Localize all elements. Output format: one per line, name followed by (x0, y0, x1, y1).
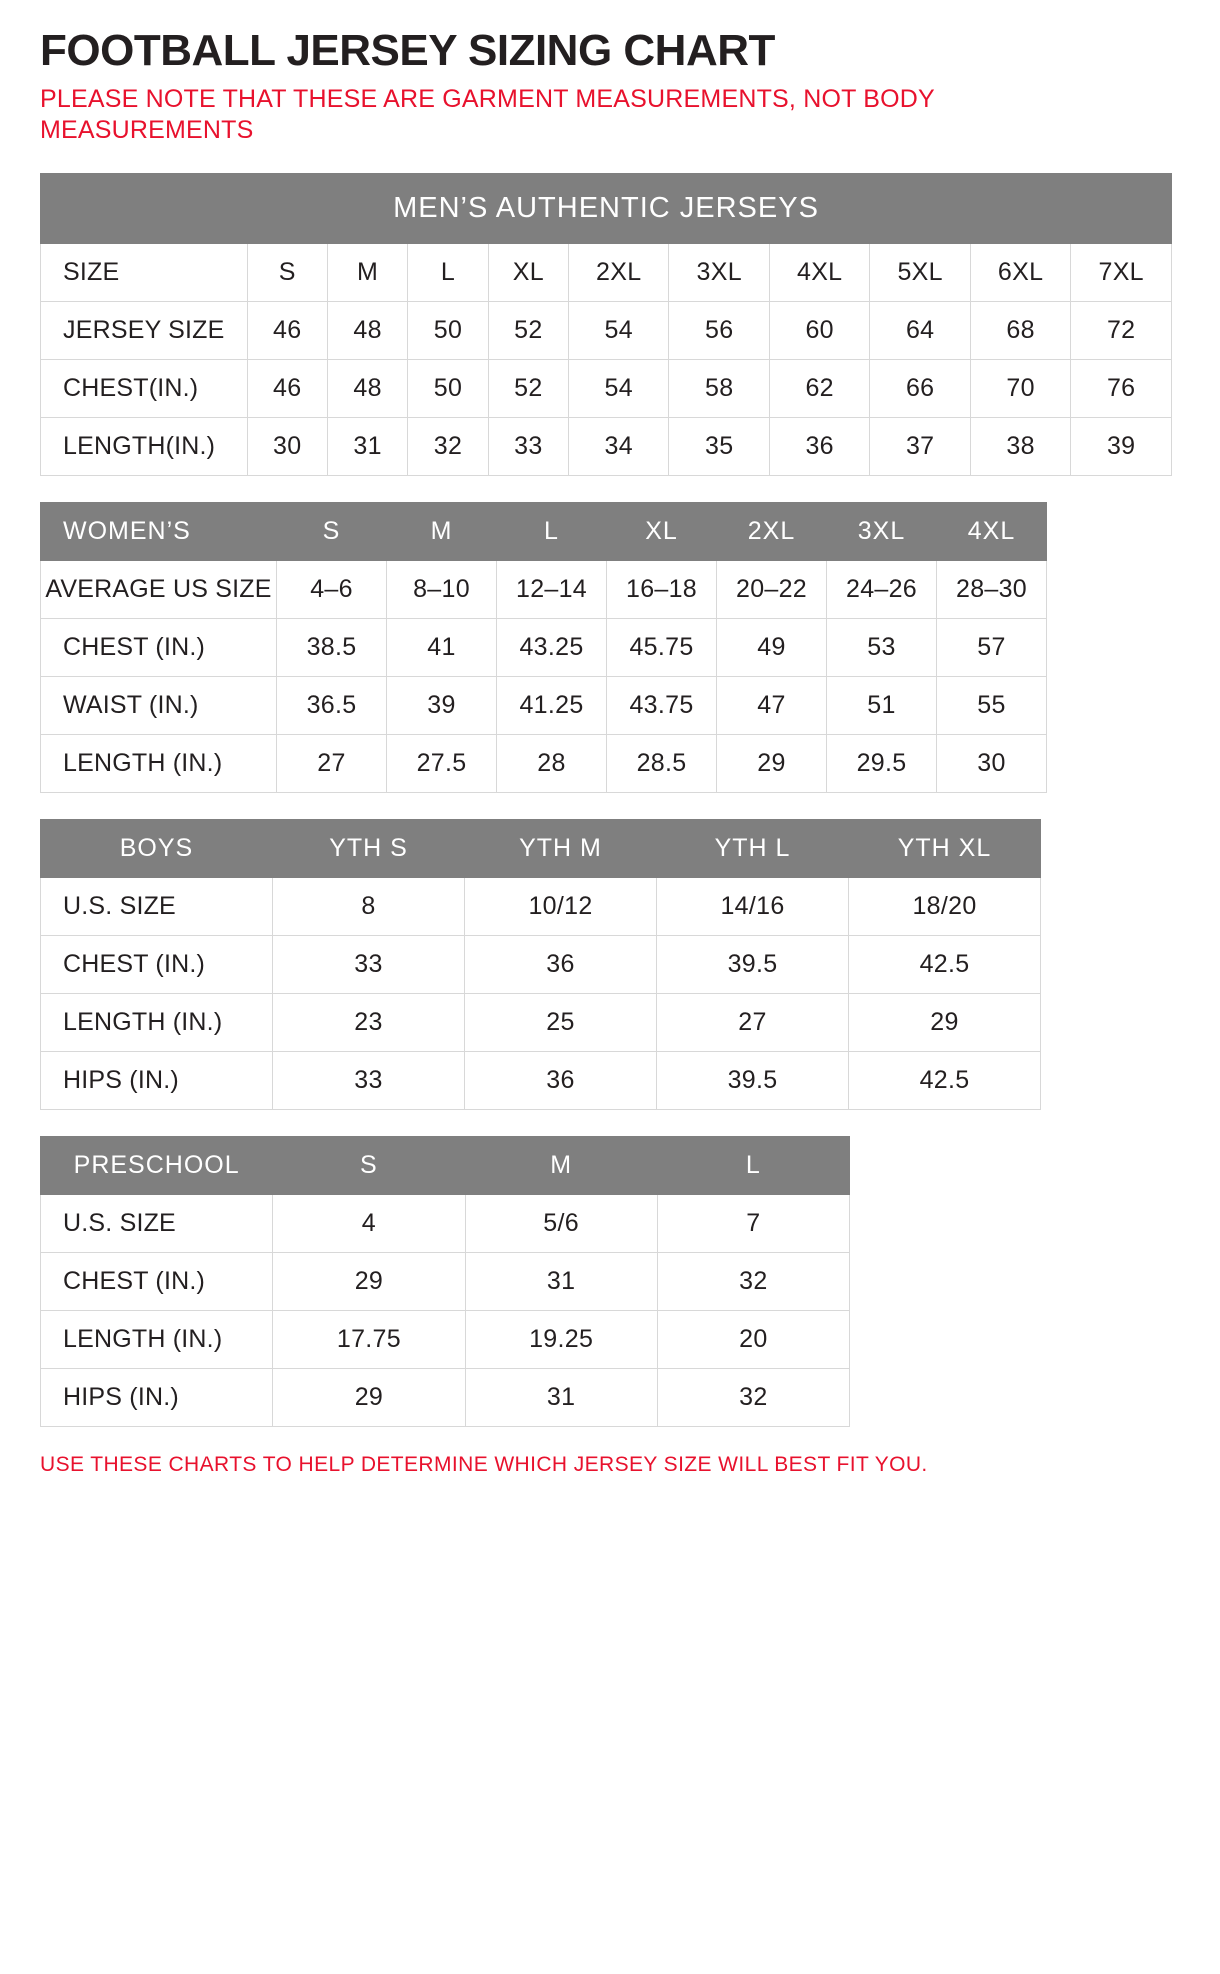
table-header-row (41, 502, 1047, 560)
cell: 24–26 (827, 560, 937, 618)
cell: 52 (488, 301, 568, 359)
cell: 56 (669, 301, 769, 359)
table-row (41, 935, 1041, 993)
cell: 33 (273, 935, 465, 993)
row-label: U.S. SIZE (41, 1194, 273, 1252)
womens-jerseys-table (40, 502, 1047, 793)
cell: 41 (387, 618, 497, 676)
boys-header-label: BOYS (41, 819, 273, 877)
table-row (41, 1310, 850, 1368)
cell: 10/12 (465, 877, 657, 935)
cell: 7XL (1071, 243, 1172, 301)
cell: 29 (717, 734, 827, 792)
cell: 4–6 (277, 560, 387, 618)
row-label: CHEST (IN.) (41, 1252, 273, 1310)
cell: 7 (657, 1194, 849, 1252)
cell: 36.5 (277, 676, 387, 734)
cell: 5XL (870, 243, 970, 301)
column-header: YTH XL (849, 819, 1041, 877)
cell: 43.75 (607, 676, 717, 734)
column-header: YTH L (657, 819, 849, 877)
cell: 72 (1071, 301, 1172, 359)
preschool-jerseys-table (40, 1136, 850, 1427)
page-subtitle: PLEASE NOTE THAT THESE ARE GARMENT MEASUREMENTS, NOT BODY MEASUREMENTS (40, 85, 935, 145)
cell: L (408, 243, 488, 301)
cell: 29 (273, 1368, 465, 1426)
cell: 31 (327, 417, 407, 475)
table-row (41, 1051, 1041, 1109)
cell: 68 (970, 301, 1070, 359)
cell: 39 (387, 676, 497, 734)
cell: 28–30 (937, 560, 1047, 618)
table-row (41, 993, 1041, 1051)
row-label: AVERAGE US SIZE (41, 560, 277, 618)
table-header-row (41, 1136, 850, 1194)
cell: 53 (827, 618, 937, 676)
cell: 31 (465, 1368, 657, 1426)
row-label: SIZE (41, 243, 248, 301)
table-row (41, 359, 1172, 417)
cell: 27.5 (387, 734, 497, 792)
cell: 49 (717, 618, 827, 676)
cell: 5/6 (465, 1194, 657, 1252)
table-row (41, 877, 1041, 935)
cell: 46 (247, 359, 327, 417)
table-row (41, 676, 1047, 734)
womens-header-label: WOMEN’S (41, 502, 277, 560)
preschool-header-label: PRESCHOOL (41, 1136, 273, 1194)
cell: 35 (669, 417, 769, 475)
column-header: M (465, 1136, 657, 1194)
table-row (41, 560, 1047, 618)
row-label: HIPS (IN.) (41, 1368, 273, 1426)
cell: 32 (657, 1252, 849, 1310)
cell: 50 (408, 301, 488, 359)
cell: 30 (937, 734, 1047, 792)
cell: 23 (273, 993, 465, 1051)
cell: 55 (937, 676, 1047, 734)
table-row (41, 618, 1047, 676)
cell: S (247, 243, 327, 301)
row-label: LENGTH(IN.) (41, 417, 248, 475)
cell: XL (488, 243, 568, 301)
cell: 29.5 (827, 734, 937, 792)
column-header: M (387, 502, 497, 560)
cell: 39 (1071, 417, 1172, 475)
column-header: 4XL (937, 502, 1047, 560)
table-row (41, 243, 1172, 301)
column-header: XL (607, 502, 717, 560)
cell: 54 (569, 359, 669, 417)
cell: 34 (569, 417, 669, 475)
cell: 28.5 (607, 734, 717, 792)
row-label: U.S. SIZE (41, 877, 273, 935)
cell: 47 (717, 676, 827, 734)
cell: 12–14 (497, 560, 607, 618)
cell: 27 (277, 734, 387, 792)
cell: 42.5 (849, 1051, 1041, 1109)
cell: 76 (1071, 359, 1172, 417)
table-header-row (41, 819, 1041, 877)
cell: 16–18 (607, 560, 717, 618)
cell: 3XL (669, 243, 769, 301)
cell: 45.75 (607, 618, 717, 676)
cell: 58 (669, 359, 769, 417)
table-row (41, 1252, 850, 1310)
cell: 46 (247, 301, 327, 359)
cell: 4 (273, 1194, 465, 1252)
mens-band-label: MEN’S AUTHENTIC JERSEYS (41, 173, 1172, 243)
cell: 18/20 (849, 877, 1041, 935)
cell: 19.25 (465, 1310, 657, 1368)
cell: 36 (465, 1051, 657, 1109)
page-footnote: USE THESE CHARTS TO HELP DETERMINE WHICH JERSEY SIZE WILL BEST FIT YOU. (40, 1452, 928, 1476)
cell: 20–22 (717, 560, 827, 618)
cell: 38.5 (277, 618, 387, 676)
row-label: CHEST(IN.) (41, 359, 248, 417)
cell: 39.5 (657, 935, 849, 993)
cell: 54 (569, 301, 669, 359)
row-label: LENGTH (IN.) (41, 993, 273, 1051)
row-label: LENGTH (IN.) (41, 1310, 273, 1368)
column-header: 2XL (717, 502, 827, 560)
cell: 62 (769, 359, 869, 417)
cell: 8 (273, 877, 465, 935)
row-label: LENGTH (IN.) (41, 734, 277, 792)
cell: 25 (465, 993, 657, 1051)
cell: 43.25 (497, 618, 607, 676)
boys-jerseys-table (40, 819, 1041, 1110)
cell: 41.25 (497, 676, 607, 734)
cell: 17.75 (273, 1310, 465, 1368)
cell: 48 (327, 359, 407, 417)
cell: 37 (870, 417, 970, 475)
table-row (41, 1368, 850, 1426)
row-label: JERSEY SIZE (41, 301, 248, 359)
cell: 29 (273, 1252, 465, 1310)
cell: 8–10 (387, 560, 497, 618)
cell: 31 (465, 1252, 657, 1310)
column-header: YTH S (273, 819, 465, 877)
row-label: CHEST (IN.) (41, 618, 277, 676)
cell: 4XL (769, 243, 869, 301)
cell: M (327, 243, 407, 301)
cell: 29 (849, 993, 1041, 1051)
cell: 20 (657, 1310, 849, 1368)
row-label: WAIST (IN.) (41, 676, 277, 734)
cell: 14/16 (657, 877, 849, 935)
cell: 38 (970, 417, 1070, 475)
table-band-row (41, 173, 1172, 243)
table-row (41, 1194, 850, 1252)
cell: 39.5 (657, 1051, 849, 1109)
column-header: S (273, 1136, 465, 1194)
cell: 57 (937, 618, 1047, 676)
cell: 36 (465, 935, 657, 993)
page-title: FOOTBALL JERSEY SIZING CHART (40, 26, 775, 75)
cell: 60 (769, 301, 869, 359)
cell: 52 (488, 359, 568, 417)
cell: 32 (408, 417, 488, 475)
cell: 51 (827, 676, 937, 734)
cell: 32 (657, 1368, 849, 1426)
cell: 33 (273, 1051, 465, 1109)
row-label: HIPS (IN.) (41, 1051, 273, 1109)
column-header: L (657, 1136, 849, 1194)
column-header: S (277, 502, 387, 560)
cell: 64 (870, 301, 970, 359)
column-header: L (497, 502, 607, 560)
cell: 48 (327, 301, 407, 359)
table-row (41, 734, 1047, 792)
column-header: YTH M (465, 819, 657, 877)
cell: 42.5 (849, 935, 1041, 993)
row-label: CHEST (IN.) (41, 935, 273, 993)
cell: 28 (497, 734, 607, 792)
cell: 30 (247, 417, 327, 475)
cell: 27 (657, 993, 849, 1051)
cell: 6XL (970, 243, 1070, 301)
cell: 2XL (569, 243, 669, 301)
cell: 66 (870, 359, 970, 417)
table-row (41, 301, 1172, 359)
mens-authentic-jerseys-table (40, 173, 1172, 476)
cell: 33 (488, 417, 568, 475)
column-header: 3XL (827, 502, 937, 560)
cell: 50 (408, 359, 488, 417)
table-row (41, 417, 1172, 475)
cell: 70 (970, 359, 1070, 417)
cell: 36 (769, 417, 869, 475)
